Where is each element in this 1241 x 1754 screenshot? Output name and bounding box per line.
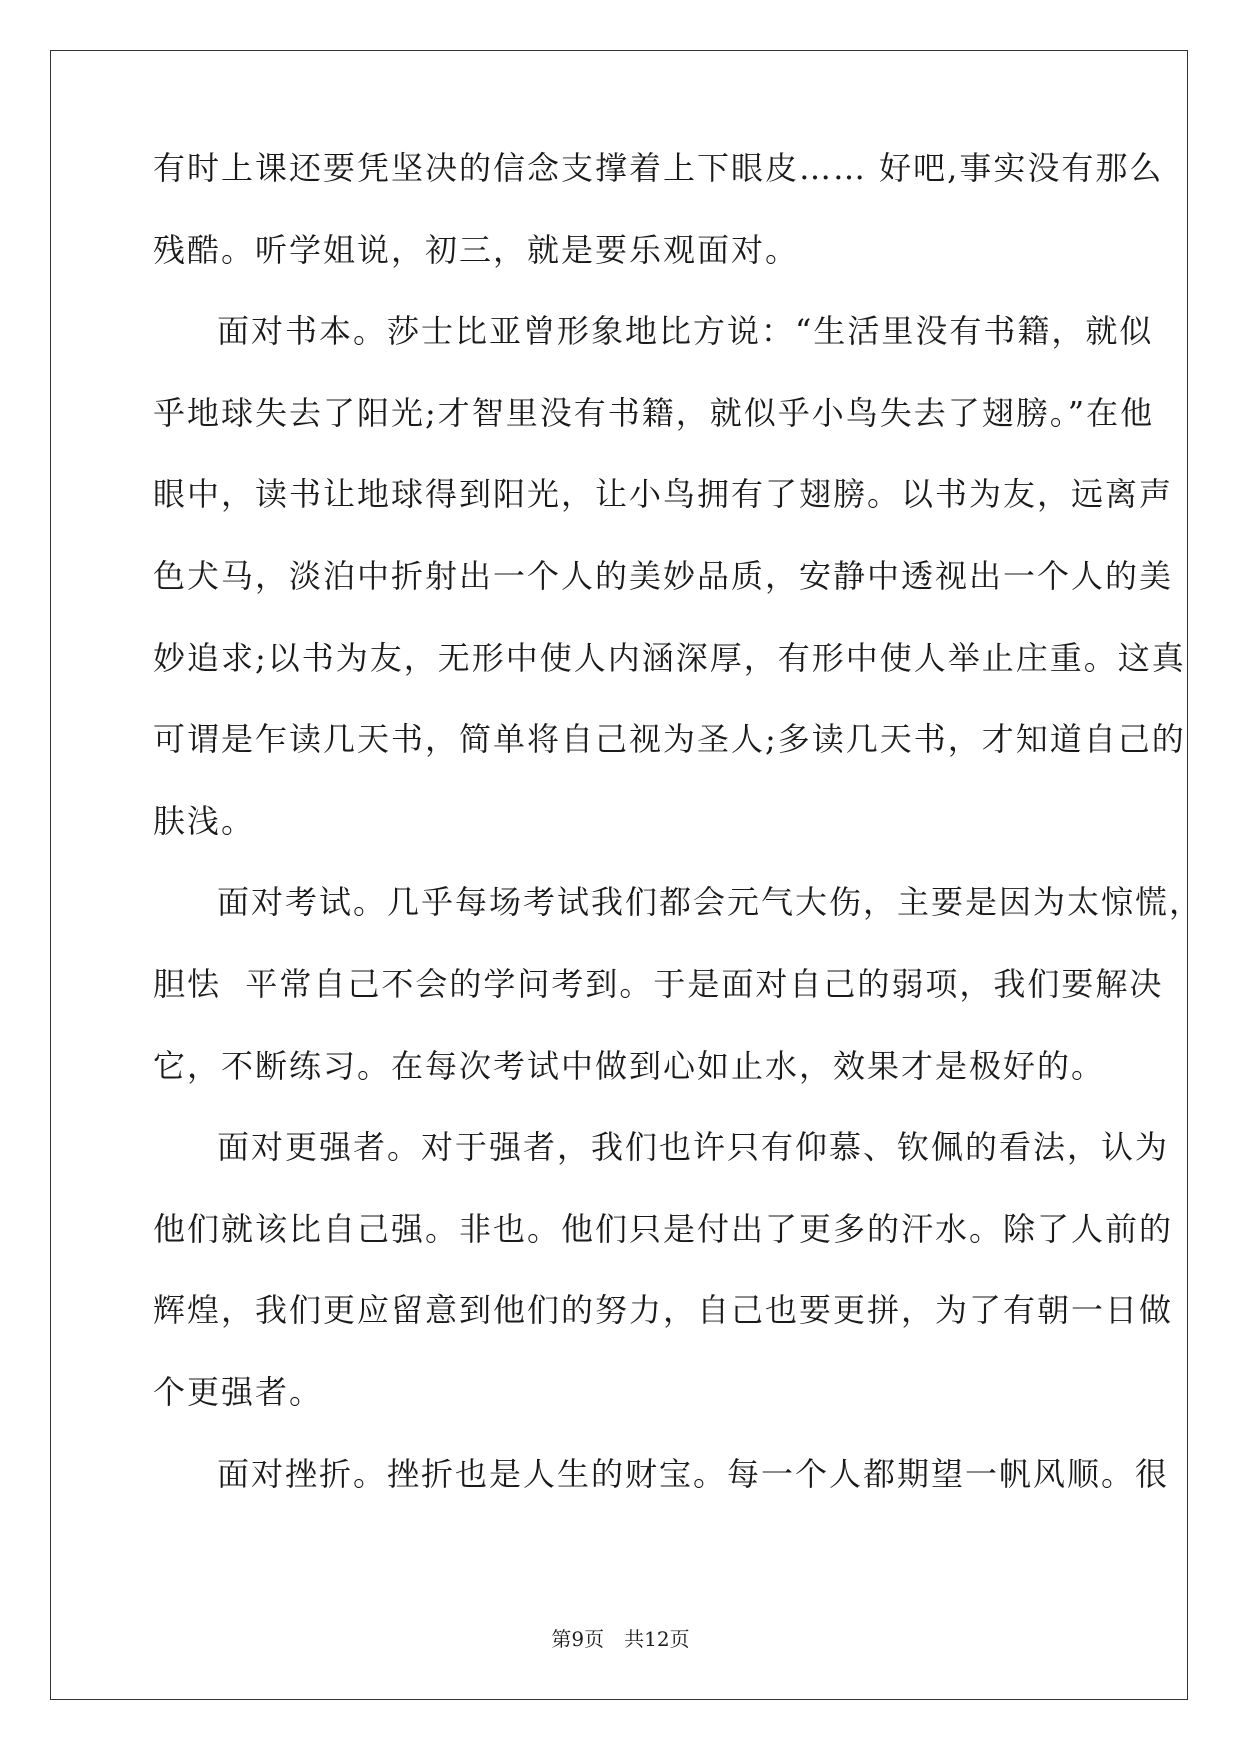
text-line: 乎地球失去了阳光;才智里没有书籍，就似乎小鸟失去了翅膀。”在他 [153,393,1155,432]
text-line: 他们就该比自己强。非也。他们只是付出了更多的汗水。除了人前的 [153,1209,1174,1248]
text-line: 面对书本。莎士比亚曾形象地比方说：“生活里没有书籍，就似 [217,312,1154,351]
text-line: 有时上课还要凭坚决的信念支撑着上下眼皮…… 好吧,事实没有那么 [153,149,1164,187]
text-line: 个更强者。 [153,1372,324,1411]
text-line: 它，不断练习。在每次考试中做到心如止水，效果才是极好的。 [153,1046,1106,1085]
text-line: 辉煌，我们更应留意到他们的努力，自己也要更拼，为了有朝一日做 [153,1291,1174,1330]
text-line: 面对更强者。对于强者，我们也许只有仰慕、钦佩的看法，认为 [217,1128,1170,1167]
page-total: 共12页 [624,1627,690,1651]
document-body [153,149,1204,1537]
text-line: 色犬马，淡泊中折射出一个人的美妙品质，安静中透视出一个人的美 [153,556,1174,595]
text-line: 眼中，读书让地球得到阳光，让小鸟拥有了翅膀。以书为友，远离声 [153,475,1174,514]
text-line: 妙追求;以书为友，无形中使人内涵深厚，有形中使人举止庄重。这真 [153,638,1186,677]
page-footer [0,1627,1241,1651]
text-line: 残酷。听学姐说，初三，就是要乐观面对。 [153,230,800,269]
text-line: 胆怯 平常自己不会的学问考到。于是面对自己的弱项，我们要解决 [153,964,1164,1003]
text-line: 面对考试。几乎每场考试我们都会元气大伤，主要是因为太惊慌， [217,883,1204,922]
text-line: 可谓是乍读几天书，简单将自己视为圣人;多读几天书，才知道自己的 [153,720,1186,759]
text-line: 肤浅。 [153,801,256,840]
text-line: 面对挫折。挫折也是人生的财宝。每一个人都期望一帆风顺。很 [217,1454,1170,1493]
page-number: 第9页 [551,1627,605,1651]
